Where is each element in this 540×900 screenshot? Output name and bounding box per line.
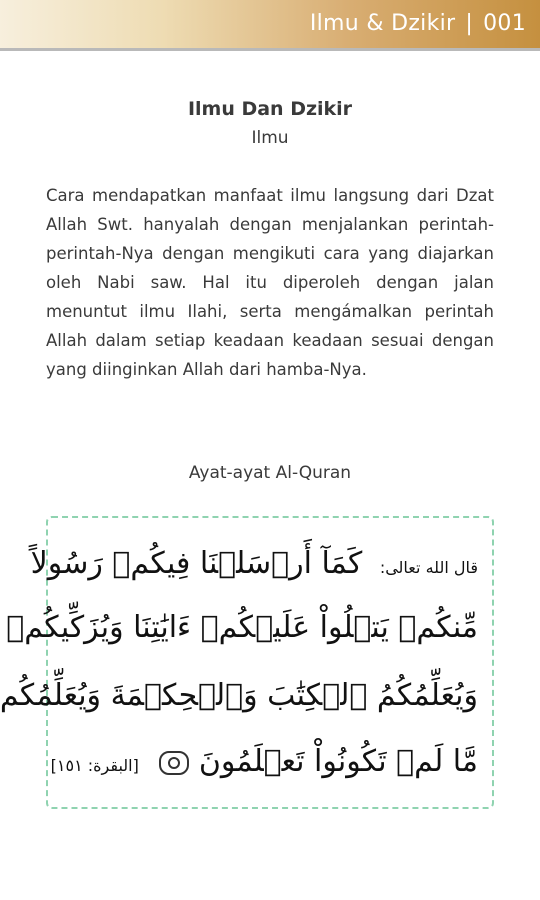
page-subtitle: Ilmu bbox=[251, 128, 289, 148]
header-separator: | bbox=[465, 11, 474, 36]
verse-line-4 bbox=[50, 744, 478, 779]
verse-line-1-text: كَمَآ أَرۡسَلۡنَا فِيكُمۡ رَسُولاً bbox=[30, 546, 363, 581]
page-number: 001 bbox=[483, 11, 526, 36]
verse-line-4-text: مَّا لَمۡ تَكُونُواْ تَعۡلَمُونَ bbox=[198, 744, 478, 779]
quran-verse-box bbox=[0, 516, 494, 809]
header-title: Ilmu & Dzikir bbox=[309, 11, 456, 36]
verse-line-2: مِّنكُمۡ يَتۡلُواْ عَلَيۡكُمۡ ءَايَٰتِنَا وَيُزَكِّيكُمۡ bbox=[6, 610, 478, 645]
app-header bbox=[0, 0, 540, 51]
verse-line-3: وَيُعَلِّمُكُمُ ٱلۡكِتَٰبَ وَٱلۡحِكۡمَةَ وَيُعَلِّمُكُم bbox=[0, 678, 478, 713]
verse-line-1 bbox=[30, 546, 478, 581]
verse-reference: [البقرة: ١٥١] bbox=[50, 756, 139, 775]
header-title-group bbox=[310, 0, 526, 48]
section-heading: Ayat-ayat Al-Quran bbox=[188, 463, 352, 483]
body-paragraph: Cara mendapatkan manfaat ilmu langsung dari Dzat Allah Swt. hanyalah dengan menjalankan perintah-perintah-Nya dengan mengikuti cara yang diajarkan oleh Nabi saw. Hal itu diperoleh dengan jalan menuntut ilmu Ilahi, serta mengámalkan perintah Allah dalam setiap keadaan keadaan sesuai dengan yang diinginkan Allah dari hamba-Nya. bbox=[46, 186, 494, 379]
verse-intro: قال الله تعالى: bbox=[379, 558, 478, 577]
ayah-end-icon bbox=[159, 751, 189, 775]
page-title: Ilmu Dan Dzikir bbox=[187, 98, 353, 120]
